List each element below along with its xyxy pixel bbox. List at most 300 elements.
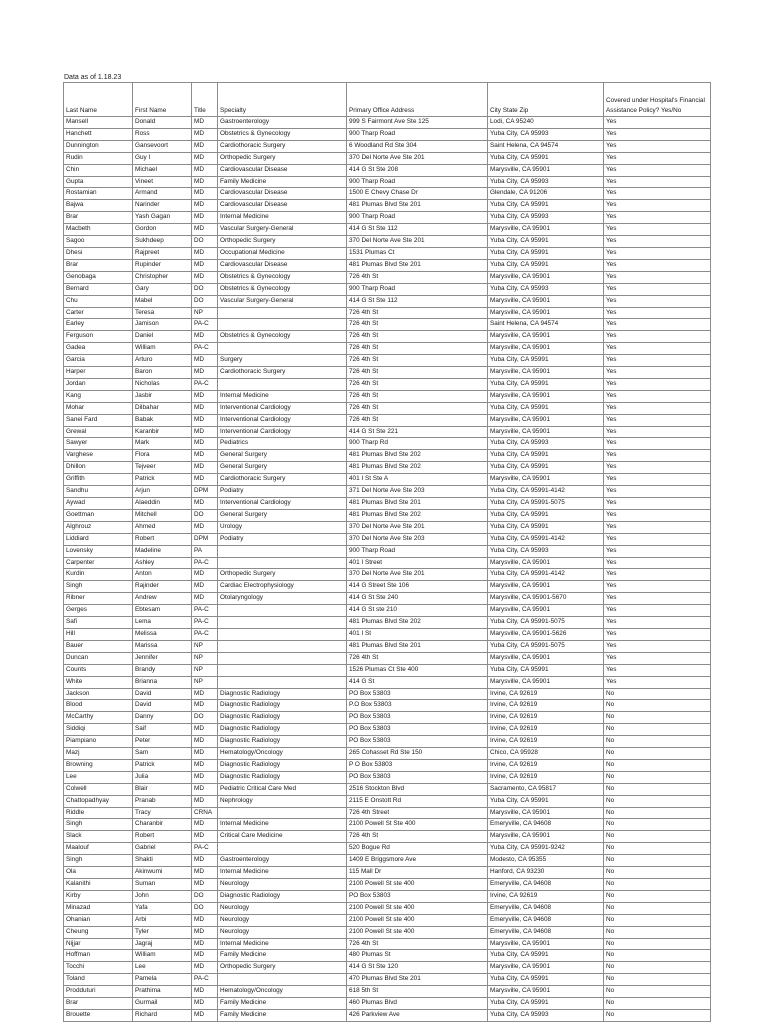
city-state-zip-cell: Yuba City, CA 95991 <box>488 402 604 414</box>
address-cell: 1531 Plumas Ct <box>347 247 488 259</box>
specialty-cell: Obstetrics & Gynecology <box>218 128 347 140</box>
address-cell: 481 Plumas Blvd Ste 202 <box>347 462 488 474</box>
specialty-cell: Cardiothoracic Surgery <box>218 140 347 152</box>
last-name-cell: Macbeth <box>64 224 133 236</box>
city-state-zip-cell: Yuba City, CA 95993 <box>488 545 604 557</box>
specialty-cell: Diagnostic Radiology <box>218 736 347 748</box>
last-name-cell: Sagoo <box>64 236 133 248</box>
city-state-zip-cell: Marysville, CA 95901 <box>488 331 604 343</box>
table-row <box>64 628 711 640</box>
first-name-cell: Mitchell <box>133 509 192 521</box>
title-cell: DPM <box>192 486 218 498</box>
address-cell: 726 4th St <box>347 938 488 950</box>
address-cell: 2100 Powell St ste 400 <box>347 879 488 891</box>
city-state-zip-cell: Yuba City, CA 95991 <box>488 509 604 521</box>
title-cell: PA <box>192 545 218 557</box>
last-name-cell: Toland <box>64 974 133 986</box>
table-row <box>64 247 711 259</box>
coverage-cell: No <box>604 748 711 760</box>
title-cell: MD <box>192 259 218 271</box>
title-cell: MD <box>192 200 218 212</box>
specialty-cell <box>218 807 347 819</box>
table-row <box>64 271 711 283</box>
first-name-cell: Arjun <box>133 486 192 498</box>
city-state-zip-cell: Marysville, CA 95901 <box>488 271 604 283</box>
first-name-cell: Tracy <box>133 807 192 819</box>
title-cell: MD <box>192 402 218 414</box>
table-row <box>64 914 711 926</box>
specialty-cell: Obstetrics & Gynecology <box>218 271 347 283</box>
first-name-cell: Babak <box>133 414 192 426</box>
address-cell: 414 G St Ste 221 <box>347 426 488 438</box>
city-state-zip-cell: Marysville, CA 95901 <box>488 581 604 593</box>
table-row <box>64 414 711 426</box>
address-cell: PO Box 53803 <box>347 688 488 700</box>
first-name-cell: David <box>133 700 192 712</box>
first-name-cell: Prathima <box>133 986 192 998</box>
specialty-cell <box>218 676 347 688</box>
coverage-cell: No <box>604 914 711 926</box>
last-name-cell: Piampiano <box>64 736 133 748</box>
title-cell: NP <box>192 640 218 652</box>
coverage-cell: Yes <box>604 605 711 617</box>
city-state-zip-cell: Marysville, CA 95901 <box>488 367 604 379</box>
title-cell: DO <box>192 712 218 724</box>
address-cell: 1526 Plumas Ct Ste 400 <box>347 664 488 676</box>
address-cell: 481 Plumas Blvd Ste 202 <box>347 509 488 521</box>
table-row <box>64 843 711 855</box>
first-name-cell: Andrew <box>133 593 192 605</box>
title-cell: MD <box>192 593 218 605</box>
coverage-cell: No <box>604 902 711 914</box>
specialty-cell <box>218 605 347 617</box>
city-state-zip-cell: Marysville, CA 95901 <box>488 938 604 950</box>
first-name-cell: William <box>133 343 192 355</box>
table-row <box>64 545 711 557</box>
address-cell: 900 Tharp Road <box>347 212 488 224</box>
last-name-cell: Earley <box>64 319 133 331</box>
city-state-zip-cell: Yuba City, CA 95993 <box>488 128 604 140</box>
title-cell: MD <box>192 212 218 224</box>
last-name-cell: Ola <box>64 867 133 879</box>
coverage-cell: No <box>604 926 711 938</box>
first-name-cell: Tejveer <box>133 462 192 474</box>
specialty-cell: Diagnostic Radiology <box>218 688 347 700</box>
specialty-cell: Interventional Cardiology <box>218 402 347 414</box>
city-state-zip-cell: Yuba City, CA 95991 <box>488 236 604 248</box>
city-state-zip-cell: Emeryville, CA 94608 <box>488 914 604 926</box>
first-name-cell: Richard <box>133 1009 192 1021</box>
title-cell: MD <box>192 152 218 164</box>
table-row <box>64 509 711 521</box>
last-name-cell: Chin <box>64 164 133 176</box>
city-state-zip-cell: Yuba City, CA 95991 <box>488 521 604 533</box>
table-row <box>64 688 711 700</box>
title-cell: MD <box>192 224 218 236</box>
specialty-cell <box>218 628 347 640</box>
title-cell: MD <box>192 926 218 938</box>
first-name-cell: Sam <box>133 748 192 760</box>
title-cell: PA-C <box>192 378 218 390</box>
table-row <box>64 890 711 902</box>
first-name-cell: Daniel <box>133 331 192 343</box>
first-name-cell: Tyler <box>133 926 192 938</box>
title-cell: MD <box>192 581 218 593</box>
first-name-cell: Mark <box>133 438 192 450</box>
coverage-cell: Yes <box>604 652 711 664</box>
specialty-cell: Family Medicine <box>218 998 347 1010</box>
table-row <box>64 152 711 164</box>
address-cell: 470 Plumas Blvd Ste 201 <box>347 974 488 986</box>
title-cell: MD <box>192 474 218 486</box>
specialty-cell: Obstetrics & Gynecology <box>218 331 347 343</box>
city-state-zip-cell: Irvine, CA 92619 <box>488 688 604 700</box>
specialty-cell: Cardiovascular Disease <box>218 200 347 212</box>
col-header-specialty: Specialty <box>218 83 347 117</box>
coverage-cell: Yes <box>604 331 711 343</box>
city-state-zip-cell: Marysville, CA 95901 <box>488 557 604 569</box>
city-state-zip-cell: Yuba City, CA 95991 <box>488 378 604 390</box>
coverage-cell: No <box>604 962 711 974</box>
last-name-cell: Varghese <box>64 450 133 462</box>
title-cell: NP <box>192 652 218 664</box>
coverage-cell: No <box>604 688 711 700</box>
table-row <box>64 795 711 807</box>
last-name-cell: Tocchi <box>64 962 133 974</box>
specialty-cell: Neurology <box>218 879 347 891</box>
last-name-cell: Mansell <box>64 117 133 129</box>
coverage-cell: Yes <box>604 378 711 390</box>
address-cell: 115 Mall Dr <box>347 867 488 879</box>
title-cell: MD <box>192 867 218 879</box>
last-name-cell: Ohanian <box>64 914 133 926</box>
first-name-cell: Christopher <box>133 271 192 283</box>
table-row <box>64 367 711 379</box>
specialty-cell: Interventional Cardiology <box>218 414 347 426</box>
coverage-cell: No <box>604 986 711 998</box>
coverage-cell: No <box>604 819 711 831</box>
coverage-cell: Yes <box>604 164 711 176</box>
first-name-cell: Narinder <box>133 200 192 212</box>
specialty-cell <box>218 843 347 855</box>
table-row <box>64 855 711 867</box>
table-row <box>64 307 711 319</box>
table-row <box>64 236 711 248</box>
table-row <box>64 807 711 819</box>
address-cell: 726 4th St <box>347 402 488 414</box>
address-cell: 414 G St Ste 240 <box>347 593 488 605</box>
table-row <box>64 712 711 724</box>
address-cell: 2516 Stockton Blvd <box>347 783 488 795</box>
last-name-cell: Gadea <box>64 343 133 355</box>
first-name-cell: Brianna <box>133 676 192 688</box>
first-name-cell: Julia <box>133 771 192 783</box>
first-name-cell: Yash Gagan <box>133 212 192 224</box>
table-row <box>64 950 711 962</box>
address-cell: 900 Tharp Rd <box>347 438 488 450</box>
first-name-cell: Marissa <box>133 640 192 652</box>
col-header-last-name: Last Name <box>64 83 133 117</box>
coverage-cell: No <box>604 843 711 855</box>
table-row <box>64 640 711 652</box>
title-cell: DO <box>192 236 218 248</box>
last-name-cell: Ribner <box>64 593 133 605</box>
address-cell: 726 4th St <box>347 652 488 664</box>
coverage-cell: Yes <box>604 212 711 224</box>
address-cell: 414 G St <box>347 676 488 688</box>
title-cell: DO <box>192 295 218 307</box>
city-state-zip-cell: Saint Helena, CA 94574 <box>488 140 604 152</box>
specialty-cell: Family Medicine <box>218 1009 347 1021</box>
title-cell: MD <box>192 450 218 462</box>
col-header-city-state-zip: City State Zip <box>488 83 604 117</box>
city-state-zip-cell: Marysville, CA 95901 <box>488 962 604 974</box>
specialty-cell: Internal Medicine <box>218 938 347 950</box>
title-cell: MD <box>192 569 218 581</box>
specialty-cell: Occupational Medicine <box>218 247 347 259</box>
first-name-cell: Vineet <box>133 176 192 188</box>
title-cell: NP <box>192 676 218 688</box>
specialty-cell: Gastroenterology <box>218 855 347 867</box>
coverage-cell: Yes <box>604 402 711 414</box>
first-name-cell: Baron <box>133 367 192 379</box>
last-name-cell: Lovensky <box>64 545 133 557</box>
city-state-zip-cell: Glendale, CA 91206 <box>488 188 604 200</box>
coverage-cell: No <box>604 783 711 795</box>
address-cell: 999 S Fairmont Ave Ste 125 <box>347 117 488 129</box>
table-row <box>64 700 711 712</box>
title-cell: PA-C <box>192 974 218 986</box>
last-name-cell: Hoffman <box>64 950 133 962</box>
city-state-zip-cell: Yuba City, CA 95991 <box>488 355 604 367</box>
table-row <box>64 343 711 355</box>
city-state-zip-cell: Marysville, CA 95901-5626 <box>488 628 604 640</box>
city-state-zip-cell: Marysville, CA 95901 <box>488 986 604 998</box>
city-state-zip-cell: Marysville, CA 95901 <box>488 343 604 355</box>
coverage-cell: No <box>604 771 711 783</box>
city-state-zip-cell: Yuba City, CA 95991 <box>488 450 604 462</box>
last-name-cell: Liddiard <box>64 533 133 545</box>
address-cell: 401 I Street <box>347 557 488 569</box>
table-row <box>64 355 711 367</box>
address-cell: 1409 E Briggsmore Ave <box>347 855 488 867</box>
specialty-cell: Internal Medicine <box>218 819 347 831</box>
title-cell: MD <box>192 164 218 176</box>
specialty-cell: Internal Medicine <box>218 867 347 879</box>
city-state-zip-cell: Yuba City, CA 95991 <box>488 152 604 164</box>
specialty-cell: Otolaryngology <box>218 593 347 605</box>
last-name-cell: Harper <box>64 367 133 379</box>
title-cell: MD <box>192 271 218 283</box>
table-row <box>64 533 711 545</box>
first-name-cell: Patrick <box>133 474 192 486</box>
city-state-zip-cell: Marysville, CA 95901 <box>488 605 604 617</box>
address-cell: 480 Plumas St <box>347 950 488 962</box>
table-row <box>64 926 711 938</box>
address-cell: 726 4th St <box>347 367 488 379</box>
title-cell: MD <box>192 117 218 129</box>
table-row <box>64 783 711 795</box>
specialty-cell: Podiatry <box>218 533 347 545</box>
title-cell: DPM <box>192 533 218 545</box>
specialty-cell: Vascular Surgery-General <box>218 295 347 307</box>
last-name-cell: Kang <box>64 390 133 402</box>
city-state-zip-cell: Emeryville, CA 94608 <box>488 819 604 831</box>
title-cell: MD <box>192 998 218 1010</box>
last-name-cell: Aywad <box>64 498 133 510</box>
first-name-cell: Ahmed <box>133 521 192 533</box>
first-name-cell: Ross <box>133 128 192 140</box>
address-cell: 414 G St Ste 112 <box>347 224 488 236</box>
specialty-cell <box>218 640 347 652</box>
address-cell: 481 Plumas Blvd Ste 202 <box>347 450 488 462</box>
city-state-zip-cell: Marysville, CA 95901 <box>488 295 604 307</box>
city-state-zip-cell: Marysville, CA 95901-5670 <box>488 593 604 605</box>
specialty-cell: Neurology <box>218 902 347 914</box>
table-row <box>64 450 711 462</box>
coverage-cell: Yes <box>604 450 711 462</box>
address-cell: 2100 Powell St ste 400 <box>347 902 488 914</box>
last-name-cell: Duncan <box>64 652 133 664</box>
table-row <box>64 128 711 140</box>
city-state-zip-cell: Sacramento, CA 95817 <box>488 783 604 795</box>
coverage-cell: No <box>604 974 711 986</box>
table-row <box>64 902 711 914</box>
city-state-zip-cell: Yuba City, CA 95993 <box>488 212 604 224</box>
city-state-zip-cell: Yuba City, CA 95993 <box>488 1009 604 1021</box>
coverage-cell: Yes <box>604 462 711 474</box>
title-cell: PA-C <box>192 605 218 617</box>
address-cell: 726 4th St <box>347 390 488 402</box>
last-name-cell: Grewal <box>64 426 133 438</box>
last-name-cell: Rudin <box>64 152 133 164</box>
specialty-cell: Cardiovascular Disease <box>218 164 347 176</box>
table-row <box>64 879 711 891</box>
coverage-cell: Yes <box>604 295 711 307</box>
first-name-cell: Patrick <box>133 759 192 771</box>
physician-table <box>63 82 711 1022</box>
city-state-zip-cell: Saint Helena, CA 94574 <box>488 319 604 331</box>
title-cell: MD <box>192 831 218 843</box>
specialty-cell: Family Medicine <box>218 950 347 962</box>
table-row <box>64 771 711 783</box>
address-cell: 618 5th St <box>347 986 488 998</box>
last-name-cell: Brouette <box>64 1009 133 1021</box>
table-row <box>64 569 711 581</box>
first-name-cell: Michael <box>133 164 192 176</box>
city-state-zip-cell: Marysville, CA 95901 <box>488 652 604 664</box>
coverage-cell: Yes <box>604 224 711 236</box>
specialty-cell <box>218 378 347 390</box>
table-row <box>64 676 711 688</box>
coverage-cell: Yes <box>604 486 711 498</box>
coverage-cell: Yes <box>604 247 711 259</box>
city-state-zip-cell: Yuba City, CA 95991-5075 <box>488 498 604 510</box>
data-date-note: Data as of 1.18.23 <box>64 74 122 81</box>
title-cell: MD <box>192 498 218 510</box>
first-name-cell: Robert <box>133 831 192 843</box>
title-cell: MD <box>192 247 218 259</box>
coverage-cell: Yes <box>604 128 711 140</box>
specialty-cell: Orthopedic Surgery <box>218 569 347 581</box>
last-name-cell: Sandhu <box>64 486 133 498</box>
first-name-cell: Anton <box>133 569 192 581</box>
first-name-cell: Charanbir <box>133 819 192 831</box>
table-row <box>64 498 711 510</box>
first-name-cell: Yafa <box>133 902 192 914</box>
city-state-zip-cell: Yuba City, CA 95991 <box>488 200 604 212</box>
last-name-cell: Singh <box>64 819 133 831</box>
last-name-cell: Safi <box>64 617 133 629</box>
title-cell: MD <box>192 938 218 950</box>
table-row <box>64 724 711 736</box>
coverage-cell: Yes <box>604 533 711 545</box>
coverage-cell: Yes <box>604 509 711 521</box>
last-name-cell: Prodduturi <box>64 986 133 998</box>
title-cell: DO <box>192 509 218 521</box>
last-name-cell: Sanei Fard <box>64 414 133 426</box>
city-state-zip-cell: Yuba City, CA 95991-5075 <box>488 617 604 629</box>
address-cell: PO Box 53803 <box>347 771 488 783</box>
last-name-cell: Bernard <box>64 283 133 295</box>
first-name-cell: Sukhdeep <box>133 236 192 248</box>
specialty-cell <box>218 545 347 557</box>
first-name-cell: Arturo <box>133 355 192 367</box>
address-cell: 370 Del Norte Ave Ste 203 <box>347 533 488 545</box>
city-state-zip-cell: Modesto, CA 95355 <box>488 855 604 867</box>
table-row <box>64 759 711 771</box>
table-body <box>64 117 711 1022</box>
address-cell: PO Box 53803 <box>347 890 488 902</box>
address-cell: 2100 Powell St Ste 400 <box>347 819 488 831</box>
table-row <box>64 426 711 438</box>
title-cell: MD <box>192 355 218 367</box>
first-name-cell: Armand <box>133 188 192 200</box>
table-row <box>64 962 711 974</box>
table-row <box>64 402 711 414</box>
city-state-zip-cell: Marysville, CA 95901 <box>488 676 604 688</box>
title-cell: MD <box>192 748 218 760</box>
address-cell: 726 4th St <box>347 271 488 283</box>
first-name-cell: Robert <box>133 533 192 545</box>
specialty-cell: Diagnostic Radiology <box>218 700 347 712</box>
first-name-cell: Saif <box>133 724 192 736</box>
coverage-cell: Yes <box>604 355 711 367</box>
city-state-zip-cell: Marysville, CA 95901 <box>488 831 604 843</box>
first-name-cell: Jennifer <box>133 652 192 664</box>
coverage-cell: No <box>604 938 711 950</box>
first-name-cell: Jamison <box>133 319 192 331</box>
coverage-cell: Yes <box>604 200 711 212</box>
title-cell: PA-C <box>192 319 218 331</box>
first-name-cell: John <box>133 890 192 902</box>
specialty-cell <box>218 664 347 676</box>
address-cell: 726 4th St <box>347 414 488 426</box>
table-row <box>64 938 711 950</box>
city-state-zip-cell: Yuba City, CA 95993 <box>488 176 604 188</box>
first-name-cell: Karanbir <box>133 426 192 438</box>
specialty-cell: Neurology <box>218 914 347 926</box>
specialty-cell: Obstetrics & Gynecology <box>218 283 347 295</box>
col-header-first-name: First Name <box>133 83 192 117</box>
address-cell: 265 Cohasset Rd Ste 150 <box>347 748 488 760</box>
coverage-cell: No <box>604 950 711 962</box>
first-name-cell: Madeline <box>133 545 192 557</box>
coverage-cell: Yes <box>604 390 711 402</box>
table-row <box>64 1009 711 1021</box>
last-name-cell: Brar <box>64 212 133 224</box>
city-state-zip-cell: Yuba City, CA 95991 <box>488 247 604 259</box>
